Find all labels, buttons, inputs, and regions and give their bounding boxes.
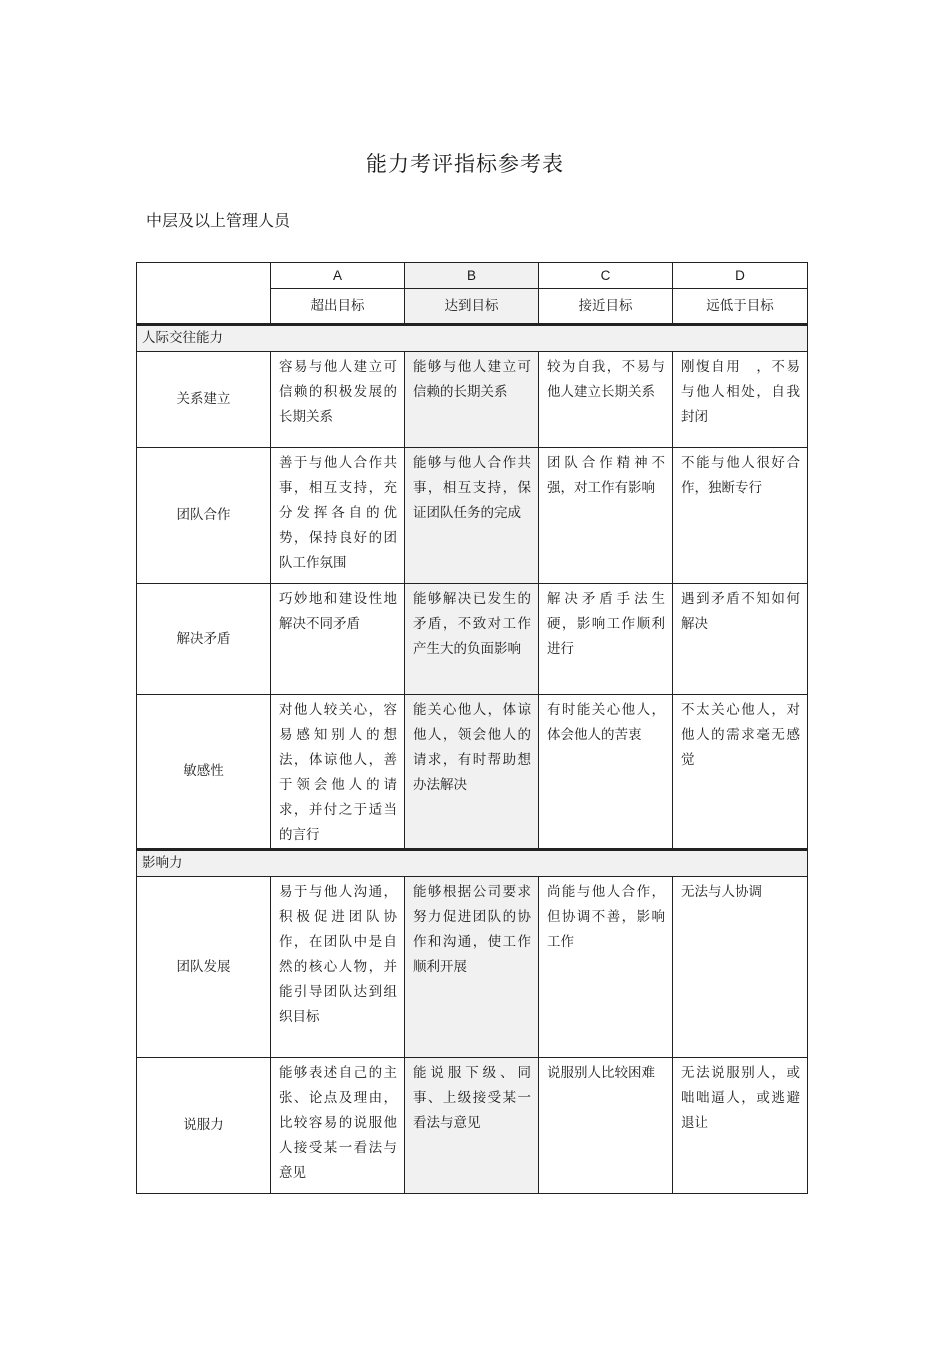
cell-b: 能够解决已发生的矛盾，不致对工作产生大的负面影响 <box>405 584 539 695</box>
section-header-row <box>137 850 808 877</box>
section-header-row <box>137 325 808 352</box>
cell-a: 巧妙地和建设性地解决不同矛盾 <box>271 584 405 695</box>
cell-b: 能关心他人，体谅他人，领会他人的请求，有时帮助想办法解决 <box>405 695 539 850</box>
row-label: 敏感性 <box>137 695 271 850</box>
row-label: 团队发展 <box>137 877 271 1058</box>
cell-d: 遇到矛盾不知如何解决 <box>673 584 808 695</box>
cell-b: 能够根据公司要求努力促进团队的协作和沟通，使工作顺利开展 <box>405 877 539 1058</box>
cell-a: 善于与他人合作共事，相互支持，充分发挥各自的优势，保持良好的团队工作氛围 <box>271 448 405 584</box>
cell-b: 能够与他人建立可信赖的长期关系 <box>405 352 539 448</box>
page-subtitle: 中层及以上管理人员 <box>146 211 291 230</box>
cell-d: 无法说服别人，或咄咄逼人，或逃避退让 <box>673 1058 808 1194</box>
section-title: 影响力 <box>137 850 808 877</box>
evaluation-table <box>136 262 808 1194</box>
level-desc-d: 远低于目标 <box>673 289 808 325</box>
row-label: 团队合作 <box>137 448 271 584</box>
cell-d: 不能与他人很好合作，独断专行 <box>673 448 808 584</box>
cell-a: 易于与他人沟通，积极促进团队协作，在团队中是自然的核心人物，并能引导团队达到组织目标 <box>271 877 405 1058</box>
level-code-d: D <box>673 263 808 289</box>
table-row <box>137 584 808 695</box>
cell-c: 较为自我，不易与他人建立长期关系 <box>539 352 673 448</box>
header-corner-cell <box>137 263 271 325</box>
level-desc-c: 接近目标 <box>539 289 673 325</box>
cell-a: 容易与他人建立可信赖的积极发展的长期关系 <box>271 352 405 448</box>
cell-d: 无法与人协调 <box>673 877 808 1058</box>
table-row <box>137 695 808 850</box>
table-row <box>137 1058 808 1194</box>
cell-c: 尚能与他人合作，但协调不善，影响工作 <box>539 877 673 1058</box>
level-desc-a: 超出目标 <box>271 289 405 325</box>
cell-d: 刚愎自用 ，不易与他人相处，自我封闭 <box>673 352 808 448</box>
row-label: 关系建立 <box>137 352 271 448</box>
cell-a: 对他人较关心，容易感知别人的想法，体谅他人，善于领会他人的请求，并付之于适当的言行 <box>271 695 405 850</box>
level-code-row <box>137 263 808 289</box>
cell-c: 说服别人比较困难 <box>539 1058 673 1194</box>
page-title: 能力考评指标参考表 <box>366 152 564 176</box>
table-row <box>137 448 808 584</box>
cell-c: 有时能关心他人，体会他人的苦衷 <box>539 695 673 850</box>
level-code-c: C <box>539 263 673 289</box>
section-title: 人际交往能力 <box>137 325 808 352</box>
row-label: 解决矛盾 <box>137 584 271 695</box>
cell-b: 能说服下级、同事、上级接受某一看法与意见 <box>405 1058 539 1194</box>
table-row <box>137 877 808 1058</box>
cell-b: 能够与他人合作共事，相互支持，保证团队任务的完成 <box>405 448 539 584</box>
cell-d: 不太关心他人，对他人的需求毫无感觉 <box>673 695 808 850</box>
level-code-a: A <box>271 263 405 289</box>
cell-c: 解决矛盾手法生硬，影响工作顺利进行 <box>539 584 673 695</box>
table-row <box>137 352 808 448</box>
cell-c: 团队合作精神不强，对工作有影响 <box>539 448 673 584</box>
cell-a: 能够表述自己的主张、论点及理由，比较容易的说服他人接受某一看法与意见 <box>271 1058 405 1194</box>
level-desc-b: 达到目标 <box>405 289 539 325</box>
row-label: 说服力 <box>137 1058 271 1194</box>
level-code-b: B <box>405 263 539 289</box>
